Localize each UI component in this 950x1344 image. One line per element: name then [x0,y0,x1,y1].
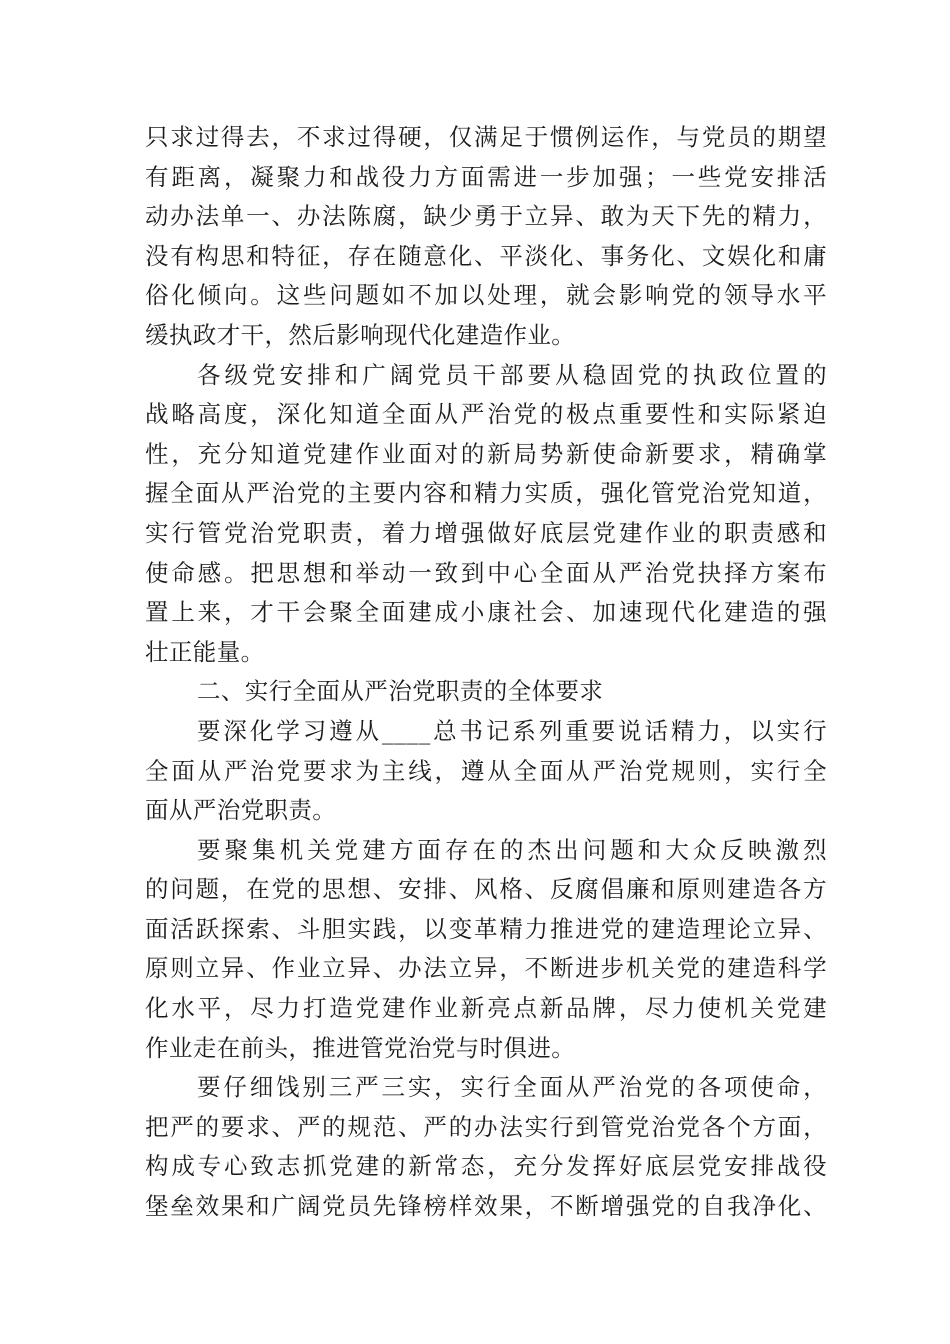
text-line: 俗化倾向。这些问题如不加以处理，就会影响党的领导水平 [145,281,827,310]
text-line: 缓执政才干，然后影响现代化建造作业。 [145,320,576,349]
text-line: 堡垒效果和广阔党员先锋榜样效果，不断增强党的自我净化、 [145,1192,827,1221]
text-line: 使命感。把思想和举动一致到中心全面从严治党抉择方案布 [145,558,827,587]
text-line: 实行管党治党职责，着力增强做好底层党建作业的职责感和 [145,518,827,547]
text-line: 壮正能量。 [145,637,265,666]
text-line: 要深化学习遵从____总书记系列重要说话精力，以实行 [197,716,827,745]
text-line: 面活跃探索、斗胆实践，以变革精力推进党的建造理论立异、 [145,914,827,943]
text-line: 要聚集机关党建方面存在的杰出问题和大众反映激烈 [197,835,827,864]
text-line: 各级党安排和广阔党员干部要从稳固党的执政位置的 [197,360,827,389]
text-line: 作业走在前头，推进管党治党与时俱进。 [145,1033,576,1062]
text-line: 化水平，尽力打造党建作业新亮点新品牌，尽力使机关党建 [145,994,827,1023]
text-line: 动办法单一、办法陈腐，缺少勇于立异、敢为天下先的精力， [145,202,827,231]
text-line: 有距离，凝聚力和战役力方面需进一步加强；一些党安排活 [145,162,827,191]
text-line: 原则立异、作业立异、办法立异，不断进步机关党的建造科学 [145,954,827,983]
text-line: 二、实行全面从严治党职责的全体要求 [197,677,604,706]
text-line: 要仔细饯别三严三实，实行全面从严治党的各项使命， [197,1073,827,1102]
text-line: 构成专心致志抓党建的新常态，充分发挥好底层党安排战役 [145,1152,827,1181]
text-line: 没有构思和特征，存在随意化、平淡化、事务化、文娱化和庸 [145,241,827,270]
text-line: 的问题，在党的思想、安排、风格、反腐倡廉和原则建造各方 [145,875,827,904]
text-line: 性，充分知道党建作业面对的新局势新使命新要求，精确掌 [145,439,827,468]
text-line: 把严的要求、严的规范、严的办法实行到管党治党各个方面， [145,1112,827,1141]
text-line: 全面从严治党要求为主线，遵从全面从严治党规则，实行全 [145,756,827,785]
text-line: 战略高度，深化知道全面从严治党的极点重要性和实际紧迫 [145,400,827,429]
text-line: 只求过得去，不求过得硬，仅满足于惯例运作，与党员的期望 [145,123,827,151]
document-body [145,118,827,1227]
text-line: 握全面从严治党的主要内容和精力实质，强化管党治党知道， [145,479,827,508]
text-line: 面从严治党职责。 [145,796,337,825]
text-line: 置上来，才干会聚全面建成小康社会、加速现代化建造的强 [145,598,827,627]
